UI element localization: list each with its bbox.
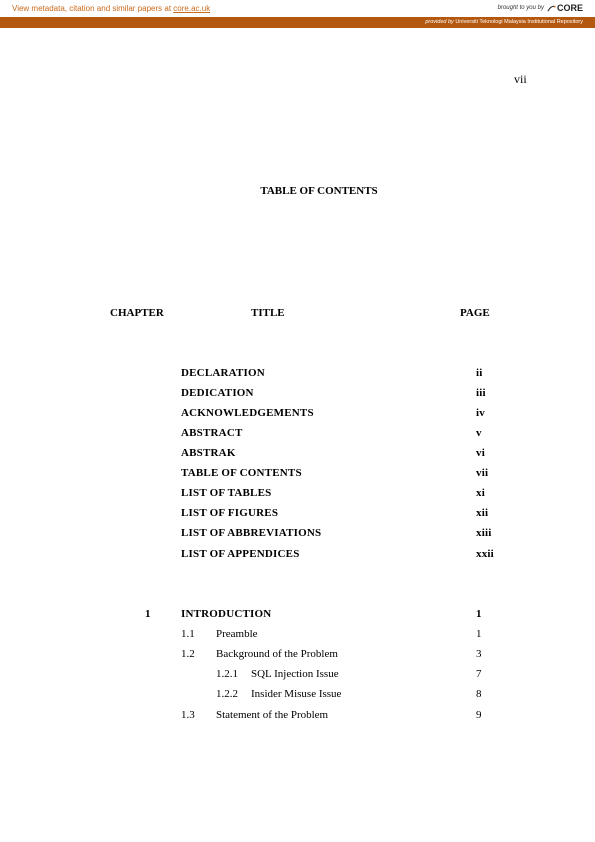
toc-entry-page: xii (476, 507, 489, 519)
toc-entry-title: ABSTRAK (181, 447, 236, 459)
section-number: 1.2 (181, 648, 195, 660)
header-page: PAGE (460, 307, 490, 319)
repository-link[interactable]: Universiti Teknologi Malaysia Institutional Repository (455, 19, 583, 25)
subsection-number: 1.2.1 (216, 668, 238, 680)
provider-notice (425, 19, 583, 25)
toc-entry-title: DECLARATION (181, 367, 265, 379)
chapter-number: 1 (145, 608, 151, 620)
section-number: 1.1 (181, 628, 195, 640)
page-number: vii (514, 72, 527, 86)
toc-entry-page: vii (476, 467, 489, 479)
chapter-page: 1 (476, 608, 482, 620)
provided-prefix: provided by (425, 19, 454, 25)
section-title: Background of the Problem (216, 648, 338, 660)
toc-entry-title: TABLE OF CONTENTS (181, 467, 302, 479)
metadata-notice (12, 4, 210, 13)
section-page: 9 (476, 709, 482, 721)
toc-entry-page: vi (476, 447, 485, 459)
toc-entry-title: LIST OF APPENDICES (181, 548, 300, 560)
section-title: Statement of the Problem (216, 709, 329, 721)
subsection-title: SQL Injection Issue (251, 668, 339, 680)
page-title: TABLE OF CONTENTS (260, 185, 378, 197)
toc-entry-page: v (476, 427, 482, 439)
brought-by (498, 3, 583, 13)
header-chapter: CHAPTER (110, 307, 164, 319)
toc-entry-title: DEDICATION (181, 387, 254, 399)
toc-entry-page: iv (476, 407, 485, 419)
section-number: 1.3 (181, 709, 195, 721)
provider-bar (0, 17, 595, 28)
toc-entry-page: xi (476, 487, 485, 499)
subsection-number: 1.2.2 (216, 688, 238, 700)
core-logo-icon (547, 4, 556, 13)
toc-entry-page: xxii (476, 548, 494, 560)
toc-entry-title: ABSTRACT (181, 427, 243, 439)
metadata-text: View metadata, citation and similar papers at (12, 4, 172, 13)
core-banner (0, 0, 595, 17)
subsection-page: 7 (476, 668, 482, 680)
toc-entry-title: LIST OF TABLES (181, 487, 272, 499)
subsection-page: 8 (476, 688, 482, 700)
core-logo[interactable] (547, 3, 583, 13)
core-link[interactable]: core.ac.uk (173, 4, 211, 13)
toc-entry-title: LIST OF FIGURES (181, 507, 279, 519)
brought-text: brought to you by (497, 5, 544, 11)
section-page: 1 (476, 628, 482, 640)
toc-entry-page: xiii (476, 527, 492, 539)
toc-entry-page: iii (476, 387, 486, 399)
chapter-title: INTRODUCTION (181, 608, 272, 620)
toc-entry-title: LIST OF ABBREVIATIONS (181, 527, 322, 539)
toc-entry-page: ii (476, 367, 483, 379)
section-title: Preamble (216, 628, 258, 640)
section-page: 3 (476, 648, 482, 660)
core-label: CORE (556, 3, 583, 13)
header-title: TITLE (251, 307, 285, 319)
toc-entry-title: ACKNOWLEDGEMENTS (181, 407, 314, 419)
subsection-title: Insider Misuse Issue (251, 688, 342, 700)
